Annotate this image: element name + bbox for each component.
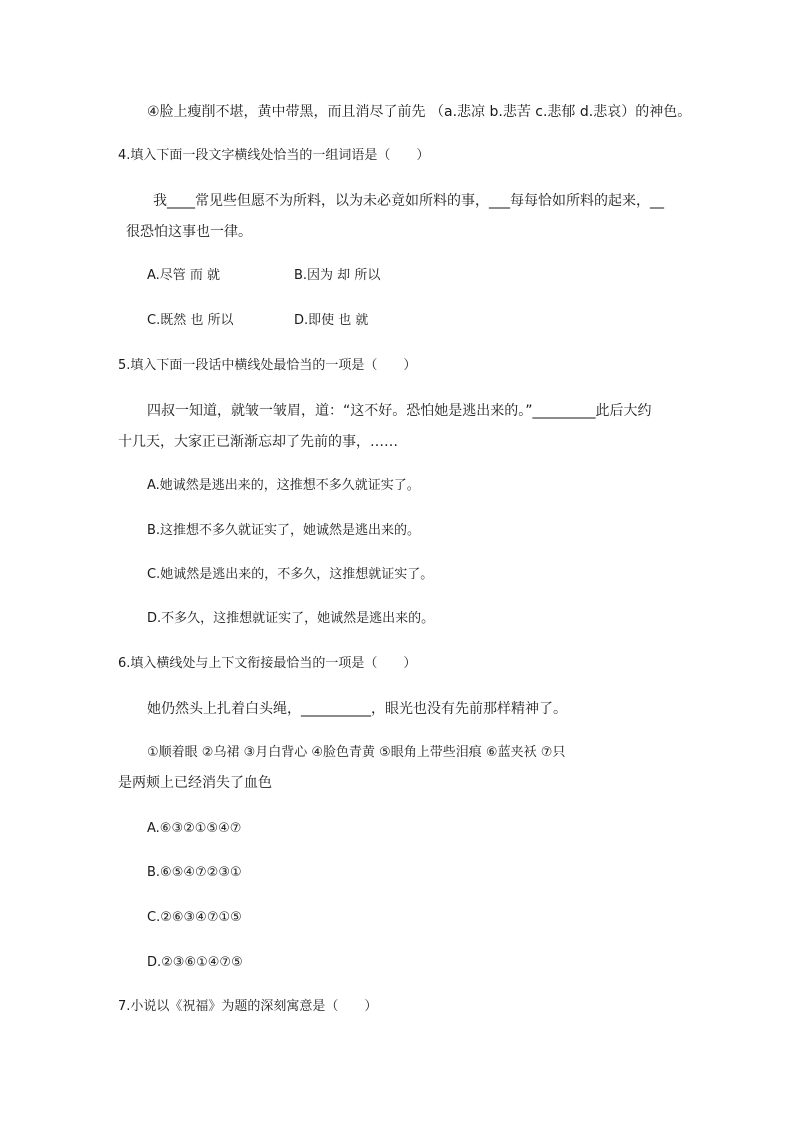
q6-option-d: D.②③⑥①④⑦⑤: [147, 955, 243, 970]
q6-option-a: A.⑥③②①⑤④⑦: [147, 821, 242, 836]
q6-stem: 6.填入横线处与上下文衔接最恰当的一项是（ ）: [118, 656, 417, 671]
q4-stem: 4.填入下面一段文字横线处恰当的一组词语是（ ）: [118, 148, 430, 163]
q5-stem: 5.填入下面一段话中横线处最恰当的一项是（ ）: [118, 358, 417, 373]
q5-option-c: C.她诚然是逃出来的，不多久，这推想就证实了。: [147, 567, 434, 582]
q5-option-a: A.她诚然是逃出来的，这推想不多久就证实了。: [147, 478, 420, 493]
q5-option-d: D.不多久，这推想就证实了，她诚然是逃出来的。: [147, 611, 435, 626]
q6-option-b: B.⑥⑤④⑦②③①: [147, 865, 242, 880]
q4-passage-line-1: 我____常见些但愿不为所料，以为未必竟如所料的事，___每每恰如所料的起来，__: [153, 193, 664, 209]
q7-stem: 7.小说以《祝福》为题的深刻寓意是（ ）: [118, 999, 378, 1014]
q5-passage-line-2: 十几天，大家正已渐渐忘却了先前的事，……: [118, 434, 398, 450]
q5-passage-line-1: 四叔一知道，就皱一皱眉，道：“这不好。恐怕她是逃出来的。”_________此后大约: [147, 403, 652, 419]
q4-option-c: C.既然 也 所以: [147, 313, 234, 328]
q4-option-b: B.因为 却 所以: [294, 268, 381, 283]
q6-passage: 她仍然头上扎着白头绳，__________，眼光也没有先前那样精神了。: [147, 701, 567, 717]
q5-option-b: B.这推想不多久就证实了，她诚然是逃出来的。: [147, 523, 421, 538]
q6-items-line-1: ①顺着眼 ②乌裙 ③月白背心 ④脸色青黄 ⑤眼角上带些泪痕 ⑥蓝夹袄 ⑦只: [147, 745, 566, 760]
q4-option-d: D.即使 也 就: [294, 313, 369, 328]
q6-option-c: C.②⑥③④⑦①⑤: [147, 910, 242, 925]
q6-items-line-2: 是两颊上已经消失了血色: [118, 775, 272, 791]
q4-passage-line-2: 很恐怕这事也一律。: [126, 224, 252, 240]
q3-item-4: ④脸上瘦削不堪，黄中带黑，而且消尽了前先 （a.悲凉 b.悲苦 c.悲郁 d.悲哀）的神色。: [147, 104, 692, 120]
q4-option-a: A.尽管 而 就: [147, 268, 221, 283]
